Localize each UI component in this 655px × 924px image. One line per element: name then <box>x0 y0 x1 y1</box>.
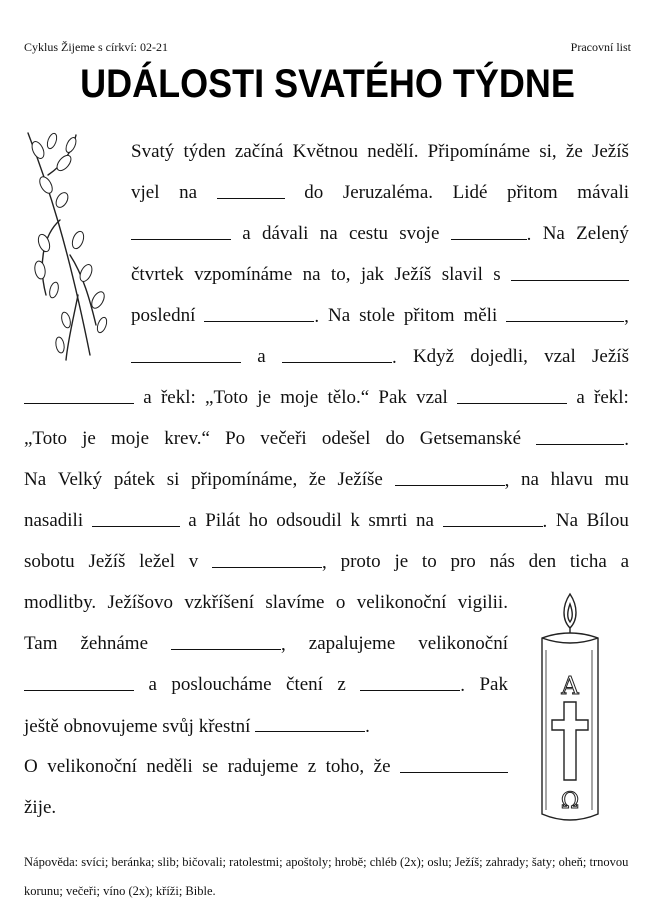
alpha-letter: A <box>561 672 579 700</box>
text-line-8: „Toto je moje krev.“ Po večeři odešel do Getsemanské . <box>24 428 629 450</box>
blank-19[interactable] <box>255 713 365 732</box>
text-line-1: Svatý týden začíná Květnou nedělí. Připomínáme si, že Ježíš <box>131 141 629 162</box>
text-line-15: ještě obnovujeme svůj křestní . <box>24 713 370 739</box>
blank-5[interactable] <box>204 303 314 322</box>
blank-7[interactable] <box>131 344 241 363</box>
blank-10[interactable] <box>457 385 567 404</box>
text-line-6: a . Když dojedli, vzal Ježíš <box>131 344 629 370</box>
text-line-17: žije. <box>24 797 57 818</box>
blank-6[interactable] <box>506 303 624 322</box>
blank-4[interactable] <box>511 262 629 281</box>
blank-2[interactable] <box>131 221 231 240</box>
blank-17[interactable] <box>24 672 134 691</box>
blank-11[interactable] <box>536 426 624 445</box>
blank-16[interactable] <box>171 631 281 650</box>
blank-12[interactable] <box>395 467 505 486</box>
text-line-9: Na Velký pátek si připomínáme, že Ježíše , na hlavu mu <box>24 469 629 491</box>
blank-9[interactable] <box>24 385 134 404</box>
blank-15[interactable] <box>212 549 322 568</box>
text-line-11: sobotu Ježíš ležel v , proto je to pro nás den ticha a <box>24 551 629 573</box>
text-line-14: a posloucháme čtení z . Pak <box>24 672 508 698</box>
paschal-candle-icon <box>532 590 612 830</box>
text-line-10: nasadili a Pilát ho odsoudil k smrti na . Na Bílou <box>24 510 629 532</box>
blank-8[interactable] <box>282 344 392 363</box>
blank-18[interactable] <box>360 672 460 691</box>
text-line-13: Tam žehnáme , zapalujeme velikonoční <box>24 633 508 655</box>
page-title: UDÁLOSTI SVATÉHO TÝDNE <box>80 62 575 106</box>
text-line-4: čtvrtek vzpomínáme na to, jak Ježíš slavil s <box>131 262 629 288</box>
text-line-5: poslední . Na stole přitom měli , <box>131 305 629 327</box>
text-line-7: a řekl: „Toto je moje tělo.“ Pak vzal a řekl: <box>24 385 629 411</box>
hint-text: Nápověda: svíci; beránka; slib; bičovali; ratolestmi; apoštoly; hrobě; chléb (2x); oslu; Ježíš; zahrady; šaty; oheň; trnovou korunu; večeři; víno (2x); kříži; Bible. <box>24 855 629 898</box>
cycle-label: Cyklus Žijeme s církví: 02-21 <box>24 40 168 54</box>
omega-letter: Ω <box>560 789 580 814</box>
blank-1[interactable] <box>217 180 285 199</box>
blank-14[interactable] <box>443 508 543 527</box>
worksheet-type: Pracovní list <box>570 40 631 54</box>
blank-20[interactable] <box>400 754 508 773</box>
blank-13[interactable] <box>92 508 180 527</box>
willow-branch-icon <box>18 125 118 365</box>
text-line-12: modlitby. Ježíšovo vzkříšení slavíme o velikonoční vigilii. <box>24 592 508 613</box>
text-line-2: vjel na do Jeruzaléma. Lidé přitom mávali <box>131 182 629 203</box>
blank-3[interactable] <box>451 221 527 240</box>
text-line-16: O velikonoční neděli se radujeme z toho, že <box>24 754 508 780</box>
text-line-3: a dávali na cestu svoje . Na Zelený <box>131 221 629 247</box>
